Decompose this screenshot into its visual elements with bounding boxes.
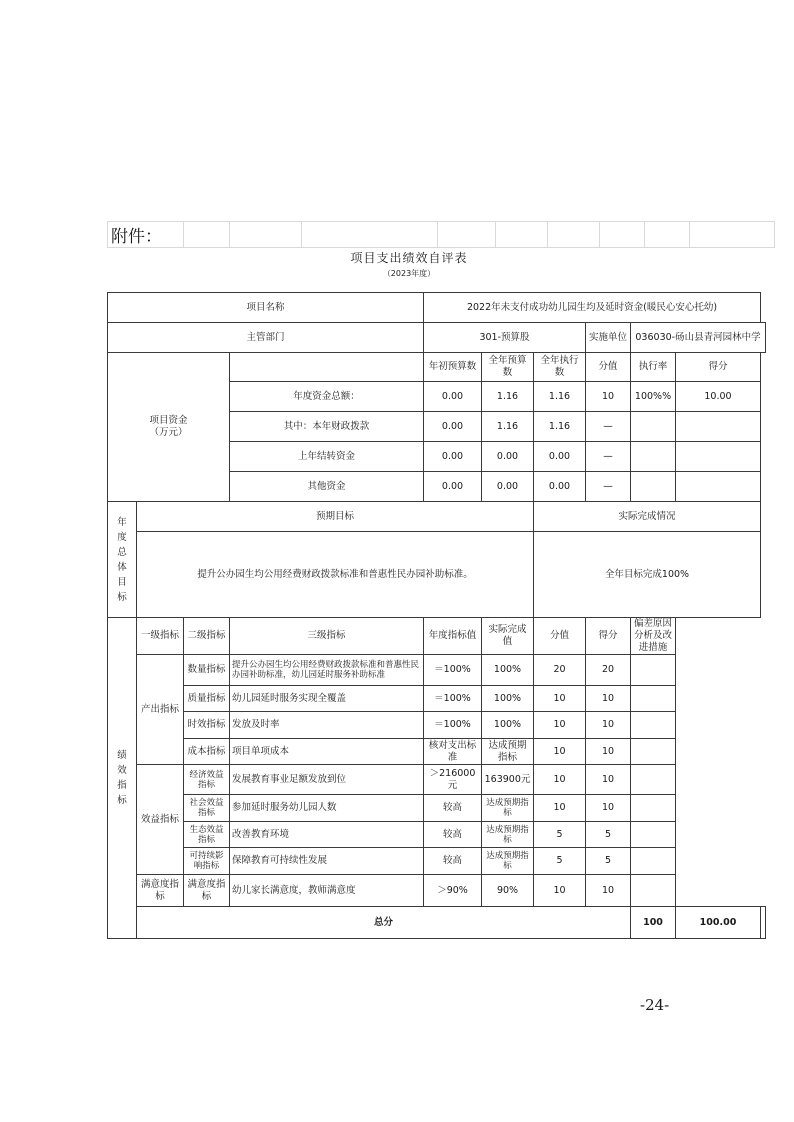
funds-header: 得分 — [676, 353, 761, 382]
perf-actual: 达成预期指标 — [482, 822, 534, 848]
funds-header: 全年预算数 — [482, 353, 534, 382]
funds-row-name: 年度资金总额： — [230, 382, 424, 412]
total-score-val: 100 — [631, 907, 676, 939]
funds-cell: 0.00 — [482, 472, 534, 502]
perf-target: 核对支出标准 — [424, 739, 482, 765]
project-name-value: 2022年未支付成功幼儿园生均及延时资金(暖民心安心托幼) — [424, 293, 761, 323]
perf-actual: 90% — [482, 875, 534, 907]
total-label: 总分 — [137, 907, 631, 939]
spreadsheet-gridlines — [107, 221, 775, 248]
perf-header: 得分 — [586, 618, 631, 655]
perf-score-val: 10 — [534, 795, 586, 822]
total-score: 100.00 — [676, 907, 761, 939]
output-indicator-label: 产出指标 — [137, 655, 184, 765]
perf-score-val: 10 — [534, 765, 586, 795]
perf-header: 年度指标值 — [424, 618, 482, 655]
perf-l2: 满意度指标 — [184, 875, 230, 907]
perf-l2: 生态效益指标 — [184, 822, 230, 848]
unit-label: 实施单位 — [586, 323, 631, 353]
perf-l2: 经济效益指标 — [184, 765, 230, 795]
funds-cell: 1.16 — [534, 382, 586, 412]
perf-target: 较高 — [424, 822, 482, 848]
funds-cell: — — [586, 472, 631, 502]
perf-l3: 参加延时服务幼儿园人数 — [230, 795, 424, 822]
perf-l3: 改善教育环境 — [230, 822, 424, 848]
perf-actual: 100% — [482, 686, 534, 712]
funds-cell: 0.00 — [424, 472, 482, 502]
perf-score-val: 5 — [534, 848, 586, 875]
perf-header: 偏差原因分析及改进措施 — [631, 618, 676, 655]
perf-l2: 社会效益指标 — [184, 795, 230, 822]
perf-score-val: 10 — [534, 712, 586, 739]
project-name-label: 项目名称 — [108, 293, 424, 323]
perf-header: 二级指标 — [184, 618, 230, 655]
funds-cell — [676, 442, 761, 472]
perf-score: 10 — [586, 795, 631, 822]
funds-cell: 0.00 — [424, 382, 482, 412]
perf-l3: 幼儿园延时服务实现全覆盖 — [230, 686, 424, 712]
perf-note — [631, 822, 676, 848]
perf-score: 10 — [586, 739, 631, 765]
perf-score: 20 — [586, 655, 631, 686]
funds-label: 项目资金 （万元） — [108, 353, 230, 502]
funds-cell: — — [586, 442, 631, 472]
perf-header: 三级指标 — [230, 618, 424, 655]
funds-row-name: 上年结转资金 — [230, 442, 424, 472]
perf-target: ＞216000元 — [424, 765, 482, 795]
perf-note — [631, 655, 676, 686]
funds-cell: 0.00 — [482, 442, 534, 472]
satisfaction-indicator-label: 满意度指标 — [137, 875, 184, 907]
funds-cell — [676, 472, 761, 502]
funds-cell: 10.00 — [676, 382, 761, 412]
perf-header: 实际完成值 — [482, 618, 534, 655]
evaluation-table — [107, 292, 766, 939]
expected-goal-header: 预期目标 — [137, 502, 534, 532]
perf-note — [631, 712, 676, 739]
perf-target: ＝100% — [424, 712, 482, 739]
funds-cell: — — [586, 412, 631, 442]
perf-l2: 可持续影响指标 — [184, 848, 230, 875]
perf-target: ＝100% — [424, 655, 482, 686]
perf-actual: 达成预期指标 — [482, 848, 534, 875]
perf-actual: 100% — [482, 712, 534, 739]
funds-row-name: 其他资金 — [230, 472, 424, 502]
benefit-indicator-label: 效益指标 — [137, 765, 184, 875]
actual-result-text: 全年目标完成100% — [534, 532, 761, 618]
perf-note — [631, 765, 676, 795]
dept-label: 主管部门 — [108, 323, 424, 353]
unit-value: 036030-砀山县青河园林中学 — [631, 323, 766, 353]
perf-l3: 保障教育可持续性发展 — [230, 848, 424, 875]
perf-target: ＝100% — [424, 686, 482, 712]
perf-score: 10 — [586, 765, 631, 795]
funds-header-blank — [230, 353, 424, 382]
perf-note — [631, 848, 676, 875]
perf-score-val: 10 — [534, 686, 586, 712]
funds-cell — [631, 442, 676, 472]
funds-cell: 1.16 — [534, 412, 586, 442]
annual-goal-label: 年 度 总 体 目 标 — [108, 502, 137, 618]
perf-l2: 时效指标 — [184, 712, 230, 739]
perf-l3: 项目单项成本 — [230, 739, 424, 765]
funds-cell: 10 — [586, 382, 631, 412]
funds-cell — [631, 472, 676, 502]
funds-cell: 0.00 — [534, 472, 586, 502]
perf-actual: 达成预期指标 — [482, 795, 534, 822]
funds-cell — [676, 412, 761, 442]
dept-value: 301-预算股 — [424, 323, 586, 353]
perf-header: 分值 — [534, 618, 586, 655]
perf-actual: 163900元 — [482, 765, 534, 795]
perf-indicator-label: 绩 效 指 标 — [108, 618, 137, 939]
attachment-label: 附件： — [108, 222, 184, 248]
expected-goal-text: 提升公办园生均公用经费财政拨款标准和普惠性民办园补助标准。 — [137, 532, 534, 618]
perf-score-val: 10 — [534, 739, 586, 765]
funds-row-name: 其中：本年财政拨款 — [230, 412, 424, 442]
perf-score-val: 20 — [534, 655, 586, 686]
funds-cell: 0.00 — [424, 442, 482, 472]
perf-header: 一级指标 — [137, 618, 184, 655]
perf-note — [631, 739, 676, 765]
funds-cell — [631, 412, 676, 442]
actual-result-header: 实际完成情况 — [534, 502, 761, 532]
perf-score: 10 — [586, 686, 631, 712]
perf-l2: 质量指标 — [184, 686, 230, 712]
funds-cell: 1.16 — [482, 412, 534, 442]
form-year: （2023年度） — [382, 269, 436, 278]
perf-score: 10 — [586, 712, 631, 739]
perf-target: ＞90% — [424, 875, 482, 907]
perf-score: 5 — [586, 848, 631, 875]
perf-score: 5 — [586, 822, 631, 848]
funds-header: 执行率 — [631, 353, 676, 382]
perf-l2: 成本指标 — [184, 739, 230, 765]
perf-l3: 发放及时率 — [230, 712, 424, 739]
perf-l3: 发展教育事业足额发放到位 — [230, 765, 424, 795]
funds-header: 分值 — [586, 353, 631, 382]
perf-actual: 100% — [482, 655, 534, 686]
perf-note — [631, 875, 676, 907]
perf-l3: 提升公办园生均公用经费财政拨款标准和普惠性民办园补助标准，幼儿园延时服务补助标准 — [230, 655, 424, 686]
funds-cell: 1.16 — [482, 382, 534, 412]
perf-score-val: 10 — [534, 875, 586, 907]
funds-header: 全年执行数 — [534, 353, 586, 382]
perf-actual: 达成预期指标 — [482, 739, 534, 765]
total-note — [761, 907, 766, 939]
perf-l2: 数量指标 — [184, 655, 230, 686]
funds-cell: 0.00 — [534, 442, 586, 472]
page-number: -24- — [640, 996, 670, 1014]
perf-l3: 幼儿家长满意度，教师满意度 — [230, 875, 424, 907]
form-title: 项目支出绩效自评表 — [350, 251, 468, 265]
perf-target: 较高 — [424, 795, 482, 822]
funds-header: 年初预算数 — [424, 353, 482, 382]
perf-score: 10 — [586, 875, 631, 907]
perf-target: 较高 — [424, 848, 482, 875]
perf-note — [631, 686, 676, 712]
perf-score-val: 5 — [534, 822, 586, 848]
funds-cell: 100%% — [631, 382, 676, 412]
funds-cell: 0.00 — [424, 412, 482, 442]
perf-note — [631, 795, 676, 822]
